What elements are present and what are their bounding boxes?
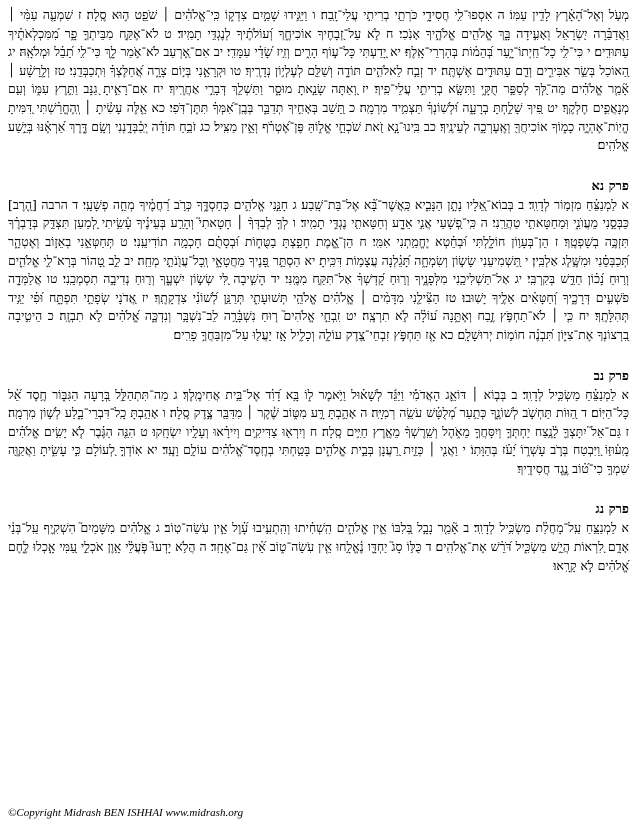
psalm-53-heading: פרק נג — [595, 502, 629, 518]
psalm-52-text: א לַמְנַצֵּ֗חַ מַשְׂכִּ֥יל לְדָוִֽד׃ ב בְּב֤וֹא ׀ דּוֹאֵ֪ג הָאֲדֹמִ֡י וַיַּגֵּ֬ד לְשָׁא֗וּל וַיֹּ֥אמֶר ל֑וֹ בָּ֥א דָ֝וִ֗ד אֶל־בֵּ֥ית אֲחִימֶֽלֶךְ׃ ג מַה־תִּתְהַלֵּ֣ל בְּ֭רָעָה הַגִּבּ֑וֹר חֶ֥סֶד אֵ֝֗ל כָּל־הַיּֽוֹם׃ ד הַ֭וּוֹת תַּחְשֹׁ֣ב לְשׁוֹנֶ֑ךָ כְּתַ֥עַר מְ֝לֻטָּ֗שׁ עֹשֵׂ֥ה רְמִיָּֽה׃ ה אָהַ֣בְתָּ רָּ֣ע מִטּ֑וֹב שֶׁ֓קֶר ׀ מִדַּבֵּ֖ר צֶ֣דֶק סֶֽלָה׃ ו אָהַ֥בְתָּ כָֽל־דִּבְרֵי־בָ֑לַע לְשׁ֣וֹן מִרְמָֽה׃ ז גַּם־אֵל֮ יִתָּצְךָ֢ לָ֫נֶ֥צַח יַחְתְּךָ֣ וְיִסָּחֲךָ֣ מֵאֹ֑הֶל וְשֵֽׁרֶשְׁךָ֨ מֵאֶ֖רֶץ חַיִּ֣ים סֶֽלָה׃ ח וְיִרְא֖וּ צַדִּיקִ֥ים וְיִירָ֗אוּ וְעָלָ֥יו יִשְׂחָֽקוּ׃ ט הִנֵּ֤ה הַגֶּ֗בֶר לֹ֤א יָשִׂ֥ים אֱלֹהִ֗ים מָֽע֫וּזּ֥וֹ וַ֭יִּבְטַח בְּרֹ֣ב עָשְׁר֑וֹ יָ֝עֹ֗ז בְּהַוָּתֽוֹ׃ י וַאֲנִ֤י ׀ כְּזַ֣יִת רַ֭עֲנָן בְּבֵ֣ית אֱלֹהִ֑ים בָּטַ֥חְתִּי בְחֶֽסֶד־אֱ֝לֹהִ֗ים עוֹלָ֥ם וָעֶֽד׃ יא אֽוֹדְךָ֣ לְ֭עוֹלָם כִּ֣י עָשִׂ֑יתָ וַאֲקַוֶּ֖ה שִׁמְךָ֥ כִי־ט֝֗וֹב נֶ֣גֶד חֲסִידֶֽיךָ׃ — [8, 386, 629, 476]
psalm-50-text: מְעֹ֥ל וְאֶל־הָ֝אָ֗רֶץ לָדִ֥ין עַמּֽוֹ׃ ה אִסְפוּ־לִ֥י חֲסִידָ֑י כֹּרְתֵ֖י בְרִיתִ֣י עֲלֵי־זָֽבַח׃ ו וַיַּגִּ֣ידוּ שָׁמַ֣יִם צִדְק֑וֹ כִּֽי־אֱלֹהִ֓ים ׀ שֹׁפֵ֖ט ה֣וּא סֶֽלָה׃ ז שִׁמְעָ֤ה עַמִּ֨י ׀ וַאֲדַבֵּ֗רָה יִ֭שְׂרָאֵל וְאָעִ֣ידָה בָּ֑ךְ אֱלֹהִ֖ים אֱלֹהֶ֣יךָ אָנֹֽכִי׃ ח לֹ֣א עַל־זְ֭בָחֶיךָ אוֹכִיחֶ֑ךָ וְ֝עוֹלֹתֶ֗יךָ לְנֶגְדִּ֥י תָמִֽיד׃ ט לֹא־אֶקַּ֣ח מִבֵּיתְךָ֣ פָ֑ר מִ֝מִּכְלְאֹתֶ֗יךָ עַתּוּדִֽים׃ י כִּי־לִ֥י כָל־חַֽיְתוֹ־יָ֑עַר בְּ֝הֵמ֗וֹת בְּהַרְרֵי־אָֽלֶף׃ יא יָ֭דַעְתִּי כָּל־ע֣וֹף הָרִ֑ים וְזִ֥יז שָׂ֝דַ֗י עִמָּדִֽי׃ יב אִם־אֶ֭רְעַב לֹא־אֹ֣מַר לָ֑ךְ כִּי־לִ֥י תֵ֝בֵ֗ל וּמְלֹאָֽהּ׃ יג הַ֭אוֹכַל בְּשַׂ֣ר אַבִּירִ֑ים וְדַ֖ם עַתּוּדִ֣ים אֶשְׁתֶּֽה׃ יד זְבַ֣ח לֵאלֹהִ֣ים תּוֹדָ֑ה וְשַׁלֵּ֖ם לְעֶלְי֣וֹן נְדָרֶֽיךָ׃ טו וּקְרָאֵ֣נִי בְּי֣וֹם צָרָ֑ה אֲ֝חַלֶּצְךָ֗ וּֽתְכַבְּדֵֽנִי׃ טז וְלָ֤רָשָׁ֨ע ׀ אָ֘מַ֤ר אֱלֹהִ֗ים מַה־לְּ֭ךָ לְסַפֵּ֣ר חֻקָּ֑י וַתִּשָּׂ֖א בְרִיתִ֣י עֲלֵי־פִֽיךָ׃ יז וְ֭אַתָּה שָׂנֵ֣אתָ מוּסָ֑ר וַתַּשְׁלֵ֖ךְ דְּבָרַ֣י אַחֲרֶֽיךָ׃ יח אִם־רָאִ֣יתָ גַ֭נָּב וַתִּ֣רֶץ עִמּ֑וֹ וְעִ֖ם מְנָאֲפִ֣ים חֶלְקֶֽךָ׃ יט פִּ֭יךָ שָׁלַ֣חְתָּ בְרָעָ֑ה וּ֝לְשֽׁוֹנְךָ֗ תַּצְמִ֥יד מִרְמָֽה׃ כ תֵּ֭שֵׁב בְּאָחִ֣יךָ תְדַבֵּ֑ר בְּבֶֽן־אִ֝מְּךָ֗ תִּתֶּן־דֹּֽפִי׃ כא אֵ֤לֶּה עָשִׂ֨יתָ ׀ וְֽהֶחֱרַ֗שְׁתִּי דִּ֭מִּיתָ הֱיֽוֹת־אֶהְיֶ֣ה כָמ֑וֹךָ אוֹכִיחֲךָ֖ וְאֶֽעֶרְכָ֣ה לְעֵינֶֽיךָ׃ כב בִּֽינוּ־נָ֣א זֹ֭את שֹׁכְחֵ֣י אֱל֑וֹהַּ פֶּן־אֶ֝טְרֹ֗ף וְאֵ֣ין מַצִּֽיל׃ כג זֹבֵ֥חַ תּוֹדָ֗ה יְֽכַ֫בְּדָ֥נְנִי וְשָׂ֥ם דֶּ֑רֶךְ אַ֝רְאֶ֗נּוּ בְּיֵ֣שַׁע אֱלֹהִֽים׃ — [8, 7, 629, 153]
section-spacer — [8, 478, 629, 501]
copyright-notice: ©Copyright Midrash BEN ISHHAI www.midrash.org — [8, 807, 244, 819]
section-spacer — [8, 155, 629, 178]
psalm-52-heading: פרק נב — [593, 368, 629, 384]
psalm-51-text: א לַמְנַצֵּ֗חַ מִזְמ֥וֹר לְדָוִֽד׃ ב בְּבוֹא־אֵ֭לָיו נָתָ֣ן הַנָּבִ֑יא כַּֽאֲשֶׁר־בָּ֝֗א אֶל־בַּת־שָֽׁבַע׃ ג חָנֵּ֣נִי אֱלֹהִ֣ים כְּחַסְדֶּ֑ךָ כְּרֹ֥ב רַ֝חֲמֶ֗יךָ מְחֵ֣ה פְשָׁעָֽי׃ ד הרבה [הֶ֭רֶב] כַּבְּסֵ֣נִי מֵעֲוֺנִ֑י וּֽמֵחַטָּאתִ֥י טַהֲרֵֽנִי׃ ה כִּֽי־פְ֭שָׁעַי אֲנִ֣י אֵדָ֑ע וְחַטָּאתִ֖י נֶגְדִּ֣י תָמִֽיד׃ ו לְךָ֤ לְבַדְּךָ֨ ׀ חָטָאתִי֮ וְהָרַ֥ע בְּעֵינֶ֗יךָ עָ֫שִׂ֥יתִי לְ֭מַעַן תִּצְדַּ֥ק בְּדָבְרֶ֗ךָ תִּזְכֶּ֥ה בְשָׁפְטֶֽךָ׃ ז הֵן־בְּעָו֥וֹן חוֹלָ֑לְתִּי וּ֝בְחֵ֗טְא יֶחֱמַ֥תְנִי אִמִּֽי׃ ח הֵן־אֱ֭מֶת חָפַ֣צְתָּ בַטֻּח֑וֹת וּ֝בְסָתֻ֗ם חָכְמָ֥ה תוֹדִיעֵֽנִי׃ ט תְּחַטְּאֵ֣נִי בְאֵז֣וֹב וְאֶטְהָ֑ר תְּ֝כַבְּסֵ֗נִי וּמִשֶּׁ֥לֶג אַלְבִּֽין׃ י תַּ֭שְׁמִיעֵנִי שָׂשׂ֣וֹן וְשִׂמְחָ֑ה תָּ֝גֵ֗לְנָה עֲצָמ֥וֹת דִּכִּֽיתָ׃ יא הַסְתֵּ֣ר פָּ֭נֶיךָ מֵחֲטָאָ֑י וְֽכָל־עֲוֺ֖נֹתַ֣י מְחֵֽה׃ יב לֵ֣ב טָ֭הוֹר בְּרָא־לִ֣י אֱלֹהִ֑ים וְר֥וּחַ נָ֝כ֗וֹן חַדֵּ֥שׁ בְּקִרְבִּֽי׃ יג אַל־תַּשְׁלִיכֵ֥נִי מִלְּפָנֶ֑יךָ וְר֥וּחַ קָ֝דְשְׁךָ֗ אַל־תִּקַּ֥ח מִמֶּֽנִּי׃ יד הָשִׁ֣יבָה לִּ֭י שְׂשׂ֣וֹן יִשְׁעֶ֑ךָ וְר֖וּחַ נְדִיבָ֣ה תִסְמְכֵֽנִי׃ טו אֲלַמְּדָ֣ה פֹשְׁעִ֣ים דְּרָכֶ֑יךָ וְ֝חַטָּאִ֗ים אֵלֶ֥יךָ יָשֽׁוּבוּ׃ טז הַצִּ֘ילֵ֤נִי מִדָּמִ֨ים ׀ אֱֽלֹהִ֗ים אֱלֹהֵ֥י תְּשׁוּעָתִ֑י תְּרַנֵּ֥ן לְ֝שׁוֹנִ֗י צִדְקָתֶֽךָ׃ יז אֲ֭דֹנָי שְׂפָתַ֣י תִּפְתָּ֑ח וּ֝פִ֗י יַגִּ֥יד תְּהִלָּתֶֽךָ׃ יח כִּ֤י ׀ לֹא־תַחְפֹּ֣ץ זֶ֣בַח וְאֶתֵּ֑נָה ע֝וֹלָ֗ה לֹ֣א תִרְצֶֽה׃ יט זִֽבְחֵ֣י אֱלֹהִים֮ ר֤וּחַ נִשְׁבָּ֫רָ֥ה לֵב־נִשְׁבָּ֥ר וְנִדְכֶּ֑ה אֱ֝לֹהִ֗ים לֹ֣א תִבְזֶֽה׃ כ הֵיטִ֣יבָה בִ֭רְצוֹנְךָ אֶת־צִיּ֑וֹן תִּ֝בְנֶ֗ה חוֹמ֥וֹת יְרוּשָׁלִָֽם׃ כא אָ֤ז תַּחְפֹּ֣ץ זִבְחֵי־צֶ֭דֶק עוֹלָ֣ה וְכָלִ֑יל אָ֥ז יַעֲל֖וּ עַל־מִזְבַּחֲךָ֣ פָרִֽים׃ — [8, 196, 629, 342]
psalm-53-text: א לַמְנַצֵּ֥חַ עַֽל־מָחֲלַ֗ת מַשְׂכִּ֥יל לְדָוִֽד׃ ב אָ֘מַ֤ר נָבָ֣ל בְּ֭לִבּוֹ אֵ֣ין אֱלֹהִ֑ים הִֽשְׁחִ֗יתוּ וְהִֽתְעִ֥יבוּ עָ֝֗וֶל אֵ֣ין עֹֽשֵׂה־טֽוֹב׃ ג אֱֽלֹהִ֗ים מִשָּׁמַיִם֮ הִשְׁקִ֢יף עַֽל־בְּנֵ֫י אָדָ֥ם לִ֭רְאוֹת הֲיֵ֣שׁ מַשְׂכִּ֑יל דֹּ֝רֵ֗שׁ אֶת־אֱלֹהִֽים׃ ד כֻּלּ֥וֹ סָג֮ יַחְדָּ֢ו נֶ֫אֱלָ֥חוּ אֵ֤ין עֹֽשֵׂה־ט֑וֹב אֵ֝֗ין גַּם־אֶחָֽד׃ ה הֲלֹ֥א יָדְעוּ֮ פֹּ֤עֲלֵ֫י אָ֥וֶן אֹכְלֵ֣י עַ֭מִּי אָ֣כְלוּ לֶ֑חֶם אֱ֝לֹהִ֗ים לֹ֣א קָרָֽאוּ׃ — [8, 520, 629, 573]
psalm-51-section — [8, 178, 629, 345]
psalm-53-section — [8, 501, 629, 575]
psalm-50-section — [8, 6, 629, 155]
psalm-51-heading: פרק נא — [591, 178, 629, 194]
section-spacer — [8, 345, 629, 368]
psalm-52-section — [8, 368, 629, 479]
